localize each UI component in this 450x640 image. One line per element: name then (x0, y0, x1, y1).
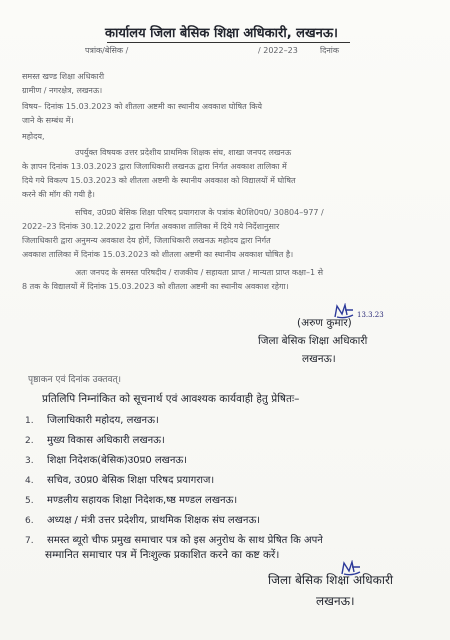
subject-line1: विषय– दिनांक 15.03.2023 को शीतला अष्टमी का स्थानीय अवकाश घोषित किये (22, 102, 263, 111)
para3-line2: 8 तक के विद्यालयों में दिनांक 15.03.2023 को शीतला अष्टमी का स्थानीय अवकाश रहेगा। (22, 282, 289, 291)
copy-item (25, 412, 159, 426)
copy-item-number: 1. (25, 416, 34, 426)
copy-item (25, 472, 214, 486)
date-label: दिनांक (320, 46, 339, 55)
copy-item-number: 6. (25, 516, 34, 526)
para3-line1: अतः जनपद के समस्त परिषदीय / राजकीय / सहायता प्राप्त / मान्यता प्राप्त कक्षा–1 से (75, 268, 323, 277)
copy-item-text: जिलाधिकारी महोदय, लखनऊ। (47, 415, 159, 426)
copy-item-text: शिक्षा निदेशक(बेसिक)उ0प्र0 लखनऊ। (47, 455, 188, 466)
copy-item (25, 452, 187, 466)
ref-prefix: पत्रांक/बेसिक / (85, 46, 129, 55)
footer-designation: जिला बेसिक शिक्षा अधिकारी (268, 573, 393, 587)
ref-year: / 2022–23 (258, 46, 298, 55)
copy-item-number: 2. (25, 436, 34, 446)
copy-intro: प्रतिलिपि निम्नांकित को सूचनार्थ एवं आवश्यक कार्यवाही हेतु प्रेषितः– (42, 393, 300, 405)
para2-line1: सचिव, उ0प्र0 बेसिक शिक्षा परिषद प्रयागराज के पत्रांक बे0शि0प0/ 30804–977 / (75, 208, 324, 217)
para2-line4: अवकाश तालिका में दिनांक 15.03.2023 को शीतला अष्टमी का स्थानीय अवकाश घोषित है। (22, 250, 294, 259)
salutation: महोदय, (22, 132, 45, 141)
copy-item (25, 532, 323, 546)
copy-item-text: सचिव, उ0प्र0 बेसिक शिक्षा परिषद प्रयागराज। (47, 475, 215, 486)
para1-line1: उपर्युक्त विषयक उत्तर प्रदेशीय प्राथमिक शिक्षक संघ, शाखा जनपद लखनऊ (75, 148, 292, 157)
copy-item-number: 3. (25, 456, 34, 466)
addressee-line2: ग्रामीण / नगरक्षेत्र, लखनऊ। (22, 86, 103, 95)
copy-item-number: 4. (25, 476, 34, 486)
copy-item (25, 512, 260, 526)
addressee-line1: समस्त खण्ड शिक्षा अधिकारी (22, 72, 105, 81)
copy-item7-continuation: सम्मानित समाचार पत्र में निःशुल्क प्रकाशित करने का कष्ट करें। (45, 549, 280, 561)
title-underline (107, 42, 350, 43)
subject-line2: जाने के सम्बंध में। (22, 116, 74, 125)
signatory-name: (अरुण कुमार) (297, 317, 352, 329)
para1-line4: करने की मॉग की गयी है। (22, 190, 95, 199)
office-title: कार्यालय जिला बेसिक शिक्षा अधिकारी, लखनऊ। (105, 26, 338, 41)
copy-item (25, 432, 165, 446)
copy-item-text: मुख्य विकास अधिकारी लखनऊ। (47, 435, 165, 446)
signature-date: 13.3.23 (357, 311, 384, 319)
para1-line3: दिये गये विकल्प 15.03.2023 को शीतला अष्टमी के स्थानीय अवकाश को विद्यालयों में घोषित (22, 176, 296, 185)
para2-line2: 2022–23 दिनांक 30.12.2022 द्वारा निर्गत अवकाश तालिका में दिये गये निर्देशानुसार (22, 222, 280, 231)
copy-item-number: 5. (25, 496, 34, 506)
para1-line2: के ज्ञापन दिनांक 13.03.2023 द्वारा जिलाधिकारी लखनऊ द्वारा निर्गत अवकाश तालिका में (22, 162, 287, 171)
copy-item-number: 7. (25, 536, 34, 546)
signatory-city: लखनऊ। (302, 353, 336, 365)
signatory-designation: जिला बेसिक शिक्षा अधिकारी (258, 335, 368, 347)
para2-line3: जिलाधिकारी द्वारा अनुमन्य अवकाश देय होगें, जिलाधिकारी लखनऊ महोदय द्वारा निर्गत (22, 236, 271, 245)
endorsement-ref: पृष्ठाकन एवं दिनांक उक्तवत्। (28, 375, 121, 385)
copy-item-text: समस्त ब्यूरो चीफ प्रमुख समाचार पत्र को इस अनुरोध के साथ प्रेषित कि अपने (47, 535, 323, 546)
copy-item (25, 492, 237, 506)
copy-item-text: मण्डलीय सहायक शिक्षा निदेशक,ष्ष्ठ मण्डल लखनऊ। (47, 495, 238, 506)
copy-item-text: अध्यक्ष / मंत्री उत्तर प्रदेशीय, प्राथमिक शिक्षक संघ लखनऊ। (47, 515, 261, 526)
footer-city: लखनऊ। (316, 594, 355, 608)
